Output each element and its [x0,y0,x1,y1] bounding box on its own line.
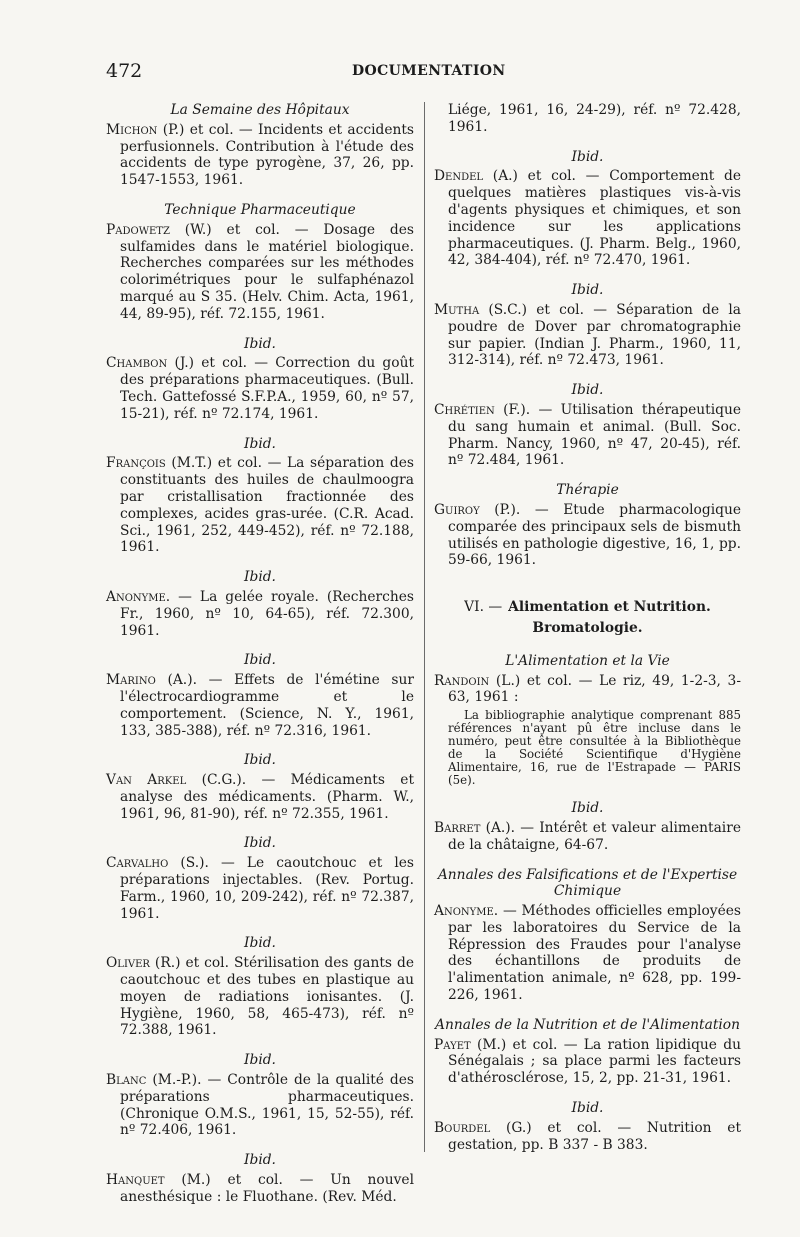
journal-heading: Ibid. [244,835,276,852]
bibliography-entry [106,672,414,739]
bibliography-entry [106,355,414,422]
entry-author: Barret [434,819,481,836]
entry-author: Randoin [434,672,490,689]
entry-author: Guiroy [434,501,480,518]
entry-text: (L.) et col. — Le riz, 49, 1-2-3, 3-63, 1961 : [448,672,741,706]
journal-heading: Ibid. [571,1100,604,1117]
entry-text: — Méthodes officielles employées par les laboratoires du Service de la Répression des Fraudes pour l'analyse des échantillons de produits de l'alimentation animale, nº 628, pp. 199-226, 1961. [448,903,741,1004]
bibliography-entry [106,1072,414,1139]
entry-text: (M.) et col. — La ration lipidique du Sénégalais ; sa place parmi les facteurs d'athérosclérose, 15, 2, pp. 21-31, 1961. [448,1036,741,1087]
entry-text: (W.) et col. — Dosage des sulfamides dans le matériel biologique. Recherches comparées sur les méthodes colorimétriques pour le sulfaphénazol marqué au S 35. (Helv. Chim. Acta, 1961, 44, 89-95), réf. 72.155, 1961. [120,221,414,322]
bibliography-entry [106,589,414,639]
entry-author: Van Arkel [106,772,187,789]
entry-text: (G.) et col. — Nutrition et gestation, pp. B 337 - B 383. [448,1119,741,1153]
entry-author: Dendel [434,168,484,185]
bibliography-entry [434,820,741,854]
entry-author: Chambon [106,355,168,372]
entry-text: (A.). — Intérêt et valeur alimentaire de la châtaigne, 64-67. [448,819,741,853]
journal-heading: Ibid. [571,148,604,165]
bibliography-entry [106,1172,414,1206]
journal-heading: Ibid. [244,652,276,669]
journal-heading: Ibid. [571,800,604,817]
entry-text: (R.) et col. Stérilisation des gants de caoutchouc et des tubes en plastique au moyen de radiations ionisantes. (J. Hygiène, 1960, 58, 465-473), réf. nº 72.388, 1961. [120,955,414,1039]
entry-text: (P.) et col. — Incidents et accidents perfusionnels. Contribution à l'étude des accidents de type pyrogène, 37, 26, pp. 1547-1553, 1961. [120,121,414,189]
entry-author: Carvalho [106,855,169,872]
bibliography-entry [106,122,414,189]
journal-heading: Annales de la Nutrition et de l'Alimentation [435,1016,740,1033]
journal-heading: Thérapie [556,482,619,499]
bibliography-entry [434,502,741,569]
entry-author: Padowetz [106,221,170,238]
entry-author: Payet [434,1036,471,1053]
entry-note: La bibliographie analytique comprenant 885 références n'ayant pû être incluse dans le numéro, peut être consultée à la Bibliothèque de la Société Scientifique d'Hygiène Alimentaire, 16, rue de l'Estrapade — PARIS (5e). [448,708,741,788]
entry-text: (A.) et col. — Comportement de quelques matières plastiques vis-à-vis d'agents physiques et chimiques, et son incidence sur les applications pharmaceutiques. (J. Pharm. Belg., 1960, 42, 384-404), réf. nº 72.470, 1961. [448,168,741,269]
journal-heading: Ibid. [244,935,276,952]
running-title: DOCUMENTATION [352,63,506,79]
entry-author: Blanc [106,1072,147,1089]
entry-author: François [106,455,166,472]
journal-heading: Ibid. [244,1052,276,1069]
section-title: Alimentation et Nutrition. [508,599,711,616]
entry-text: (J.) et col. — Correction du goût des préparations pharmaceutiques. (Bull. Tech. Gattefossé S.F.P.A., 1959, 60, nº 57, 15-21), réf. nº 72.174, 1961. [120,355,414,422]
entry-author: Michon [106,121,158,138]
journal-heading: Ibid. [244,335,276,352]
entry-author: Anonyme. [106,588,171,605]
bibliography-entry [434,402,741,469]
bibliography-entry [434,168,741,269]
left-column [106,102,414,1219]
journal-heading: Ibid. [244,435,276,452]
entry-text: (P.). — Etude pharmacologique comparée des principaux sels de bismuth utilisés en pathologie digestive, 16, 1, pp. 59-66, 1961. [448,501,741,569]
entry-author: Oliver [106,955,150,972]
entry-text: (M.T.) et col. — La séparation des constituants des huiles de chaulmoogra par cristallisation fractionnée des complexes, acides gras-urée. (C.R. Acad. Sci., 1961, 252, 449-452), réf. nº 72.188, 1961. [120,455,414,556]
entry-author: Chrétien [434,401,495,418]
journal-heading: La Semaine des Hôpitaux [170,102,350,118]
entry-author: Bourdel [434,1119,491,1136]
journal-heading: Technique Pharmaceutique [164,201,356,218]
section-heading [434,599,741,616]
entry-author: Anonyme. [434,903,499,920]
entry-author: Hanquet [106,1172,165,1189]
entry-author: Mutha [434,301,480,318]
bibliography-entry [434,1120,741,1154]
journal-heading: Ibid. [244,1152,276,1169]
journal-heading: L'Alimentation et la Vie [505,652,670,669]
bibliography-entry [434,903,741,1004]
bibliography-entry [106,222,414,323]
section-number: VI. — [464,599,503,616]
entry-text: (F.). — Utilisation thérapeutique du sang humain et animal. (Bull. Soc. Pharm. Nancy, 1960, nº 47, 20-45), réf. nº 72.484, 1961. [448,401,741,469]
entry-text: (S.C.) et col. — Séparation de la poudre de Dover par chromatographie sur papier. (Indian J. Pharm., 1960, 11, 312-314), réf. nº 72.473, 1961. [448,301,741,369]
entry-text: (M.-P.). — Contrôle de la qualité des préparations pharmaceutiques. (Chronique O.M.S., 1961, 15, 52-55), réf. nº 72.406, 1961. [120,1072,414,1139]
entry-text: (A.). — Effets de l'émétine sur l'électrocardiogramme et le comportement. (Science, N. Y., 1961, 133, 385-388), réf. nº 72.316, 1961. [120,672,414,739]
page-number: 472 [106,60,143,82]
bibliography-entry [434,1037,741,1087]
entry-continuation: Liége, 1961, 16, 24-29), réf. nº 72.428, 1961. [448,102,741,135]
column-divider [424,102,425,1152]
bibliography-entry [434,673,741,707]
entry-text: (S.). — Le caoutchouc et les préparations injectables. (Rev. Portug. Farm., 1960, 10, 209-242), réf. nº 72.387, 1961. [120,855,414,922]
entry-text: — La gelée royale. (Recherches Fr., 1960, nº 10, 64-65), réf. 72.300, 1961. [120,588,414,639]
right-column [434,102,741,1166]
bibliography-entry [106,772,414,822]
journal-heading: Ibid. [244,752,276,769]
entry-author: Marino [106,672,156,689]
journal-heading: Annales des Falsifications et de l'Expertise Chimique [437,866,738,900]
bibliography-entry [106,955,414,1039]
journal-heading: Ibid. [244,569,276,586]
bibliography-entry [106,855,414,922]
entry-text: (M.) et col. — Un nouvel anesthésique : le Fluothane. (Rev. Méd. [120,1172,414,1205]
journal-heading: Ibid. [571,282,604,299]
entry-text: (C.G.). — Médicaments et analyse des médicaments. (Pharm. W., 1961, 96, 81-90), réf. nº 72.355, 1961. [120,772,414,822]
journal-heading: Ibid. [571,382,604,399]
bibliography-entry [434,302,741,369]
subsection-heading: Bromatologie. [532,619,643,636]
bibliography-entry [106,455,414,556]
